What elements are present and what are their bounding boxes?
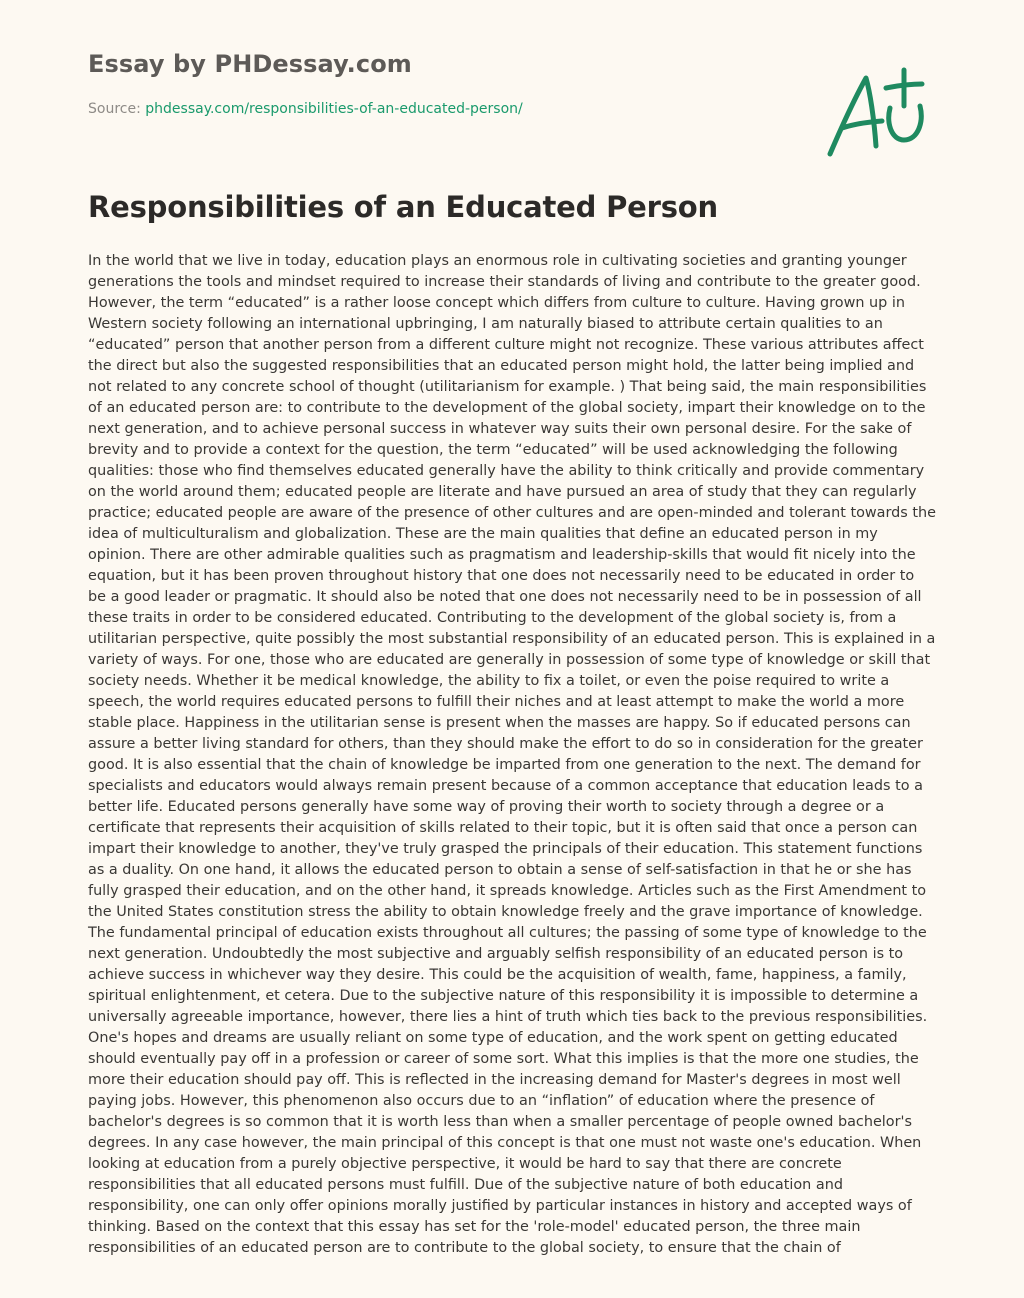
source-link[interactable]: phdessay.com/responsibilities-of-an-educated-person/ xyxy=(145,101,523,117)
source-line xyxy=(88,101,523,117)
bottom-fade xyxy=(0,1282,1024,1298)
source-label: Source: xyxy=(88,101,141,117)
essay-body: In the world that we live in today, education plays an enormous role in cultivating societies and granting younger generations the tools and mindset required to increase their standards of living and contribute to the greater good. However, the term “educated” is a rather loose concept which differs from culture to culture. Having grown up in Western society following an international upbringing, I am naturally biased to attribute certain qualities to an “educated” person that another person from a different culture might not recognize. These various attributes affect the direct but also the suggested responsibilities that an educated person might hold, the latter being implied and not related to any concrete school of thought (utilitarianism for example. ) That being said, the main responsibilities of an educated person are: to contribute to the development of the global society, impart their knowledge on to the next generation, and to achieve personal success in whatever way suits their own personal desire. For the sake of brevity and to provide a context for the question, the term “educated” will be used acknowledging the following qualities: those who find themselves educated generally have the ability to think critically and provide commentary on the world around them; educated people are literate and have pursued an area of study that they can regularly practice; educated people are aware of the presence of other cultures and are open-minded and tolerant towards the idea of multiculturalism and globalization. These are the main qualities that define an educated person in my opinion. There are other admirable qualities such as pragmatism and leadership-skills that would fit nicely into the equation, but it has been proven throughout history that one does not necessarily need to be educated in order to be a good leader or pragmatic. It should also be noted that one does not necessarily need to be in possession of all these traits in order to be considered educated. Contributing to the development of the global society is, from a utilitarian perspective, quite possibly the most substantial responsibility of an educated person. This is explained in a variety of ways. For one, those who are educated are generally in possession of some type of knowledge or skill that society needs. Whether it be medical knowledge, the ability to fix a toilet, or even the poise required to write a speech, the world requires educated persons to fulfill their niches and at least attempt to make the world a more stable place. Happiness in the utilitarian sense is present when the masses are happy. So if educated persons can assure a better living standard for others, than they should make the effort to do so in consideration for the greater good. It is also essential that the chain of knowledge be imparted from one generation to the next. The demand for specialists and educators would always remain present because of a common acceptance that education leads to a better life. Educated persons generally have some way of proving their worth to society through a degree or a certificate that represents their acquisition of skills related to their topic, but it is often said that once a person can impart their knowledge to another, they've truly grasped the principals of their education. This statement functions as a duality. On one hand, it allows the educated person to obtain a sense of self-satisfaction in that he or she has fully grasped their education, and on the other hand, it spreads knowledge. Articles such as the First Amendment to the United States constitution stress the ability to obtain knowledge freely and the grave importance of knowledge. The fundamental principal of education exists throughout all cultures; the passing of some type of knowledge to the next generation. Undoubtedly the most subjective and arguably selfish responsibility of an educated person is to achieve success in whichever way they desire. This could be the acquisition of wealth, fame, happiness, a family, spiritual enlightenment, et cetera. Due to the subjective nature of this responsibility it is impossible to determine a universally agreeable importance, however, there lies a hint of truth which ties back to the previous responsibilities. One's hopes and dreams are usually reliant on some type of education, and the work spent on getting educated should eventually pay off in a profession or career of some sort. What this implies is that the more one studies, the more their education should pay off. This is reflected in the increasing demand for Master's degrees in most well paying jobs. However, this phenomenon also occurs due to an “inflation” of education where the presence of bachelor's degrees is so common that it is worth less than when a smaller percentage of people owned bachelor's degrees. In any case however, the main principal of this concept is that one must not waste one's education. When looking at education from a purely objective perspective, it would be hard to say that there are concrete responsibilities that all educated persons must fulfill. Due of the subjective nature of both education and responsibility, one can only offer opinions morally justified by particular instances in history and accepted ways of thinking. Based on the context that this essay has set for the 'role-model' educated person, the three main responsibilities of an educated person are to contribute to the global society, to ensure that the chain of xyxy=(88,253,936,1256)
essay-title: Responsibilities of an Educated Person xyxy=(88,190,718,224)
site-title: Essay by PHDessay.com xyxy=(88,50,412,78)
a-plus-logo-icon xyxy=(822,66,932,162)
